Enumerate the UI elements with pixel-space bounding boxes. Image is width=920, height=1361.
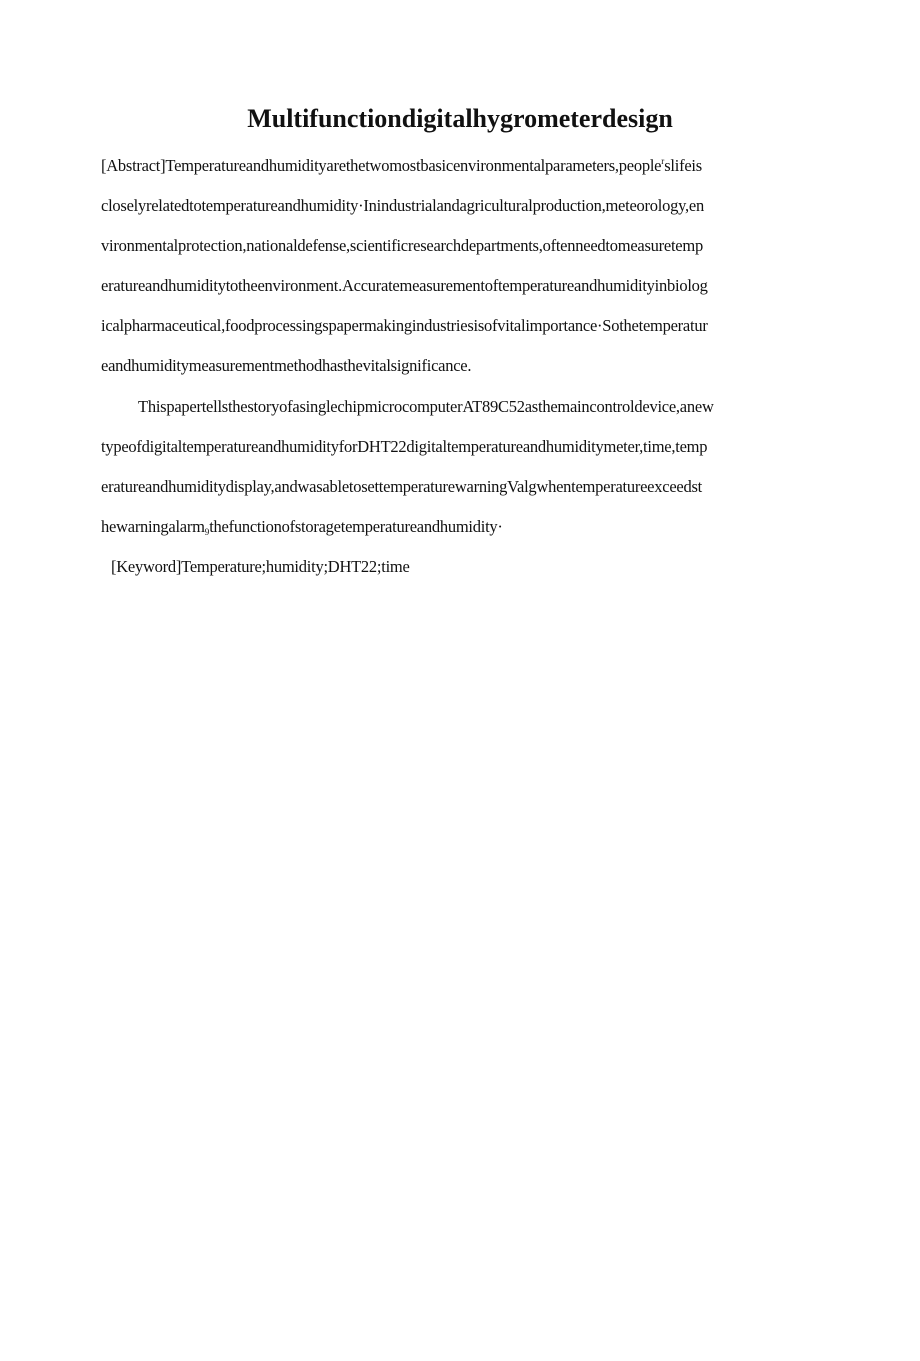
abstract-line-5: icalpharmaceutical,foodprocessingspapermakingindustriesisofvitalimportance·Sothetemperatur xyxy=(101,316,708,335)
body-line-3: eratureandhumiditydisplay,andwasabletosettemperaturewarningValgwhentemperatureexceedst xyxy=(101,477,702,496)
body-line-4-text: hewarningalarm xyxy=(101,517,205,536)
abstract-line-1-mark: r xyxy=(661,156,665,166)
document-title: Multifunctiondigitalhygrometerdesign xyxy=(247,104,673,133)
body-line-4-mark: 9 xyxy=(204,527,210,537)
abstract-line-2: closelyrelatedtotemperatureandhumidity·Inindustrialandagriculturalproduction,meteorology,en xyxy=(101,196,704,215)
abstract-line-6: eandhumiditymeasurementmethodhasthevitalsignificance. xyxy=(101,356,472,375)
abstract-line-4: eratureandhumiditytotheenvironment.Accuratemeasurementoftemperatureandhumidityinbiolog xyxy=(101,276,708,295)
body-line-1: ThispapertellsthestoryofasinglechipmicrocomputerAT89C52asthemaincontroldevice,anew xyxy=(138,397,714,416)
body-line-4 xyxy=(101,516,821,538)
body-line-4-tail: thefunctionofstoragetemperatureandhumidity· xyxy=(209,517,503,536)
abstract-line-1-tail: slifeis xyxy=(664,156,702,175)
keywords-line: [Keyword]Temperature;humidity;DHT22;time xyxy=(111,557,410,576)
abstract-line-1 xyxy=(101,155,821,177)
abstract-line-3: vironmentalprotection,nationaldefense,scientificresearchdepartments,oftenneedtomeasuretemp xyxy=(101,236,703,255)
body-line-2: typeofdigitaltemperatureandhumidityforDHT22digitaltemperatureandhumiditymeter,time,temp xyxy=(101,437,708,456)
abstract-line-1-text: [Abstract]Temperatureandhumidityarethetwomostbasicenvironmentalparameters,people xyxy=(101,156,662,175)
